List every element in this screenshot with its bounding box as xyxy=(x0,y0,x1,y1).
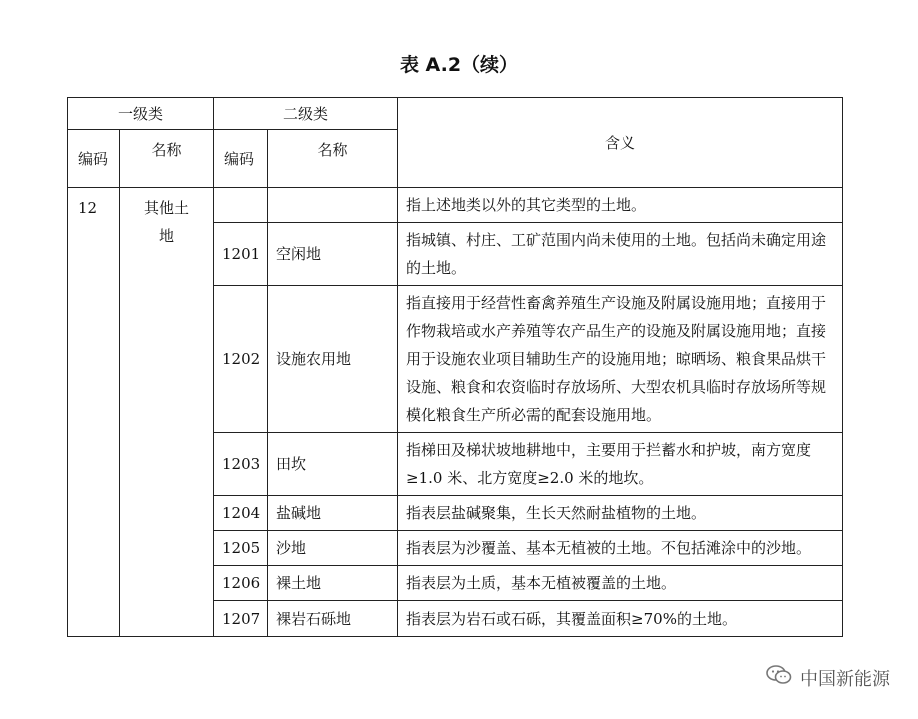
row-code: 1206 xyxy=(214,566,268,601)
row-name: 裸土地 xyxy=(268,566,398,601)
row-meaning: 指直接用于经营性畜禽养殖生产设施及附属设施用地；直接用于作物栽培或水产养殖等农产品生产的设施及附属设施用地；直接用于设施农业项目辅助生产的设施用地；晾晒场、粮食果品烘干设施、粮食和农资临时存放场所、大型农机具临时存放场所等规模化粮食生产所必需的配套设施用地。 xyxy=(398,286,843,433)
row-meaning: 指梯田及梯状坡地耕地中，主要用于拦蓄水和护坡，南方宽度≥1.0 米、北方宽度≥2.0 米的地坎。 xyxy=(398,433,843,496)
row-meaning: 指表层盐碱聚集，生长天然耐盐植物的土地。 xyxy=(398,496,843,531)
row-name: 裸岩石砾地 xyxy=(268,601,398,637)
row-name: 盐碱地 xyxy=(268,496,398,531)
header-level2-code: 编码 xyxy=(214,130,268,188)
table-title: 表 A.2（续） xyxy=(399,54,519,76)
row-meaning: 指城镇、村庄、工矿范围内尚未使用的土地。包括尚未确定用途的土地。 xyxy=(398,223,843,286)
header-level2: 二级类 xyxy=(214,98,398,130)
row-name: 田坎 xyxy=(268,433,398,496)
watermark xyxy=(766,664,890,691)
row-code xyxy=(214,188,268,223)
category-name: 其他土地 xyxy=(120,188,214,637)
row-code: 1205 xyxy=(214,531,268,566)
row-code: 1204 xyxy=(214,496,268,531)
row-name xyxy=(268,188,398,223)
row-code: 1202 xyxy=(214,286,268,433)
row-code: 1201 xyxy=(214,223,268,286)
row-meaning: 指上述地类以外的其它类型的土地。 xyxy=(398,188,843,223)
category-code: 12 xyxy=(68,188,120,637)
table-row xyxy=(68,188,843,223)
row-meaning: 指表层为岩石或石砾，其覆盖面积≥70%的土地。 xyxy=(398,601,843,637)
header-level2-name: 名称 xyxy=(268,130,398,188)
row-name: 设施农用地 xyxy=(268,286,398,433)
row-name: 沙地 xyxy=(268,531,398,566)
row-code: 1207 xyxy=(214,601,268,637)
watermark-text: 中国新能源 xyxy=(800,668,890,690)
header-level1-name: 名称 xyxy=(120,130,214,188)
row-meaning: 指表层为沙覆盖、基本无植被的土地。不包括滩涂中的沙地。 xyxy=(398,531,843,566)
header-meaning: 含义 xyxy=(398,98,843,188)
land-classification-table xyxy=(67,97,843,637)
row-name: 空闲地 xyxy=(268,223,398,286)
row-code: 1203 xyxy=(214,433,268,496)
header-level1: 一级类 xyxy=(68,98,214,130)
wechat-icon xyxy=(766,664,792,691)
row-meaning: 指表层为土质，基本无植被覆盖的土地。 xyxy=(398,566,843,601)
header-level1-code: 编码 xyxy=(68,130,120,188)
